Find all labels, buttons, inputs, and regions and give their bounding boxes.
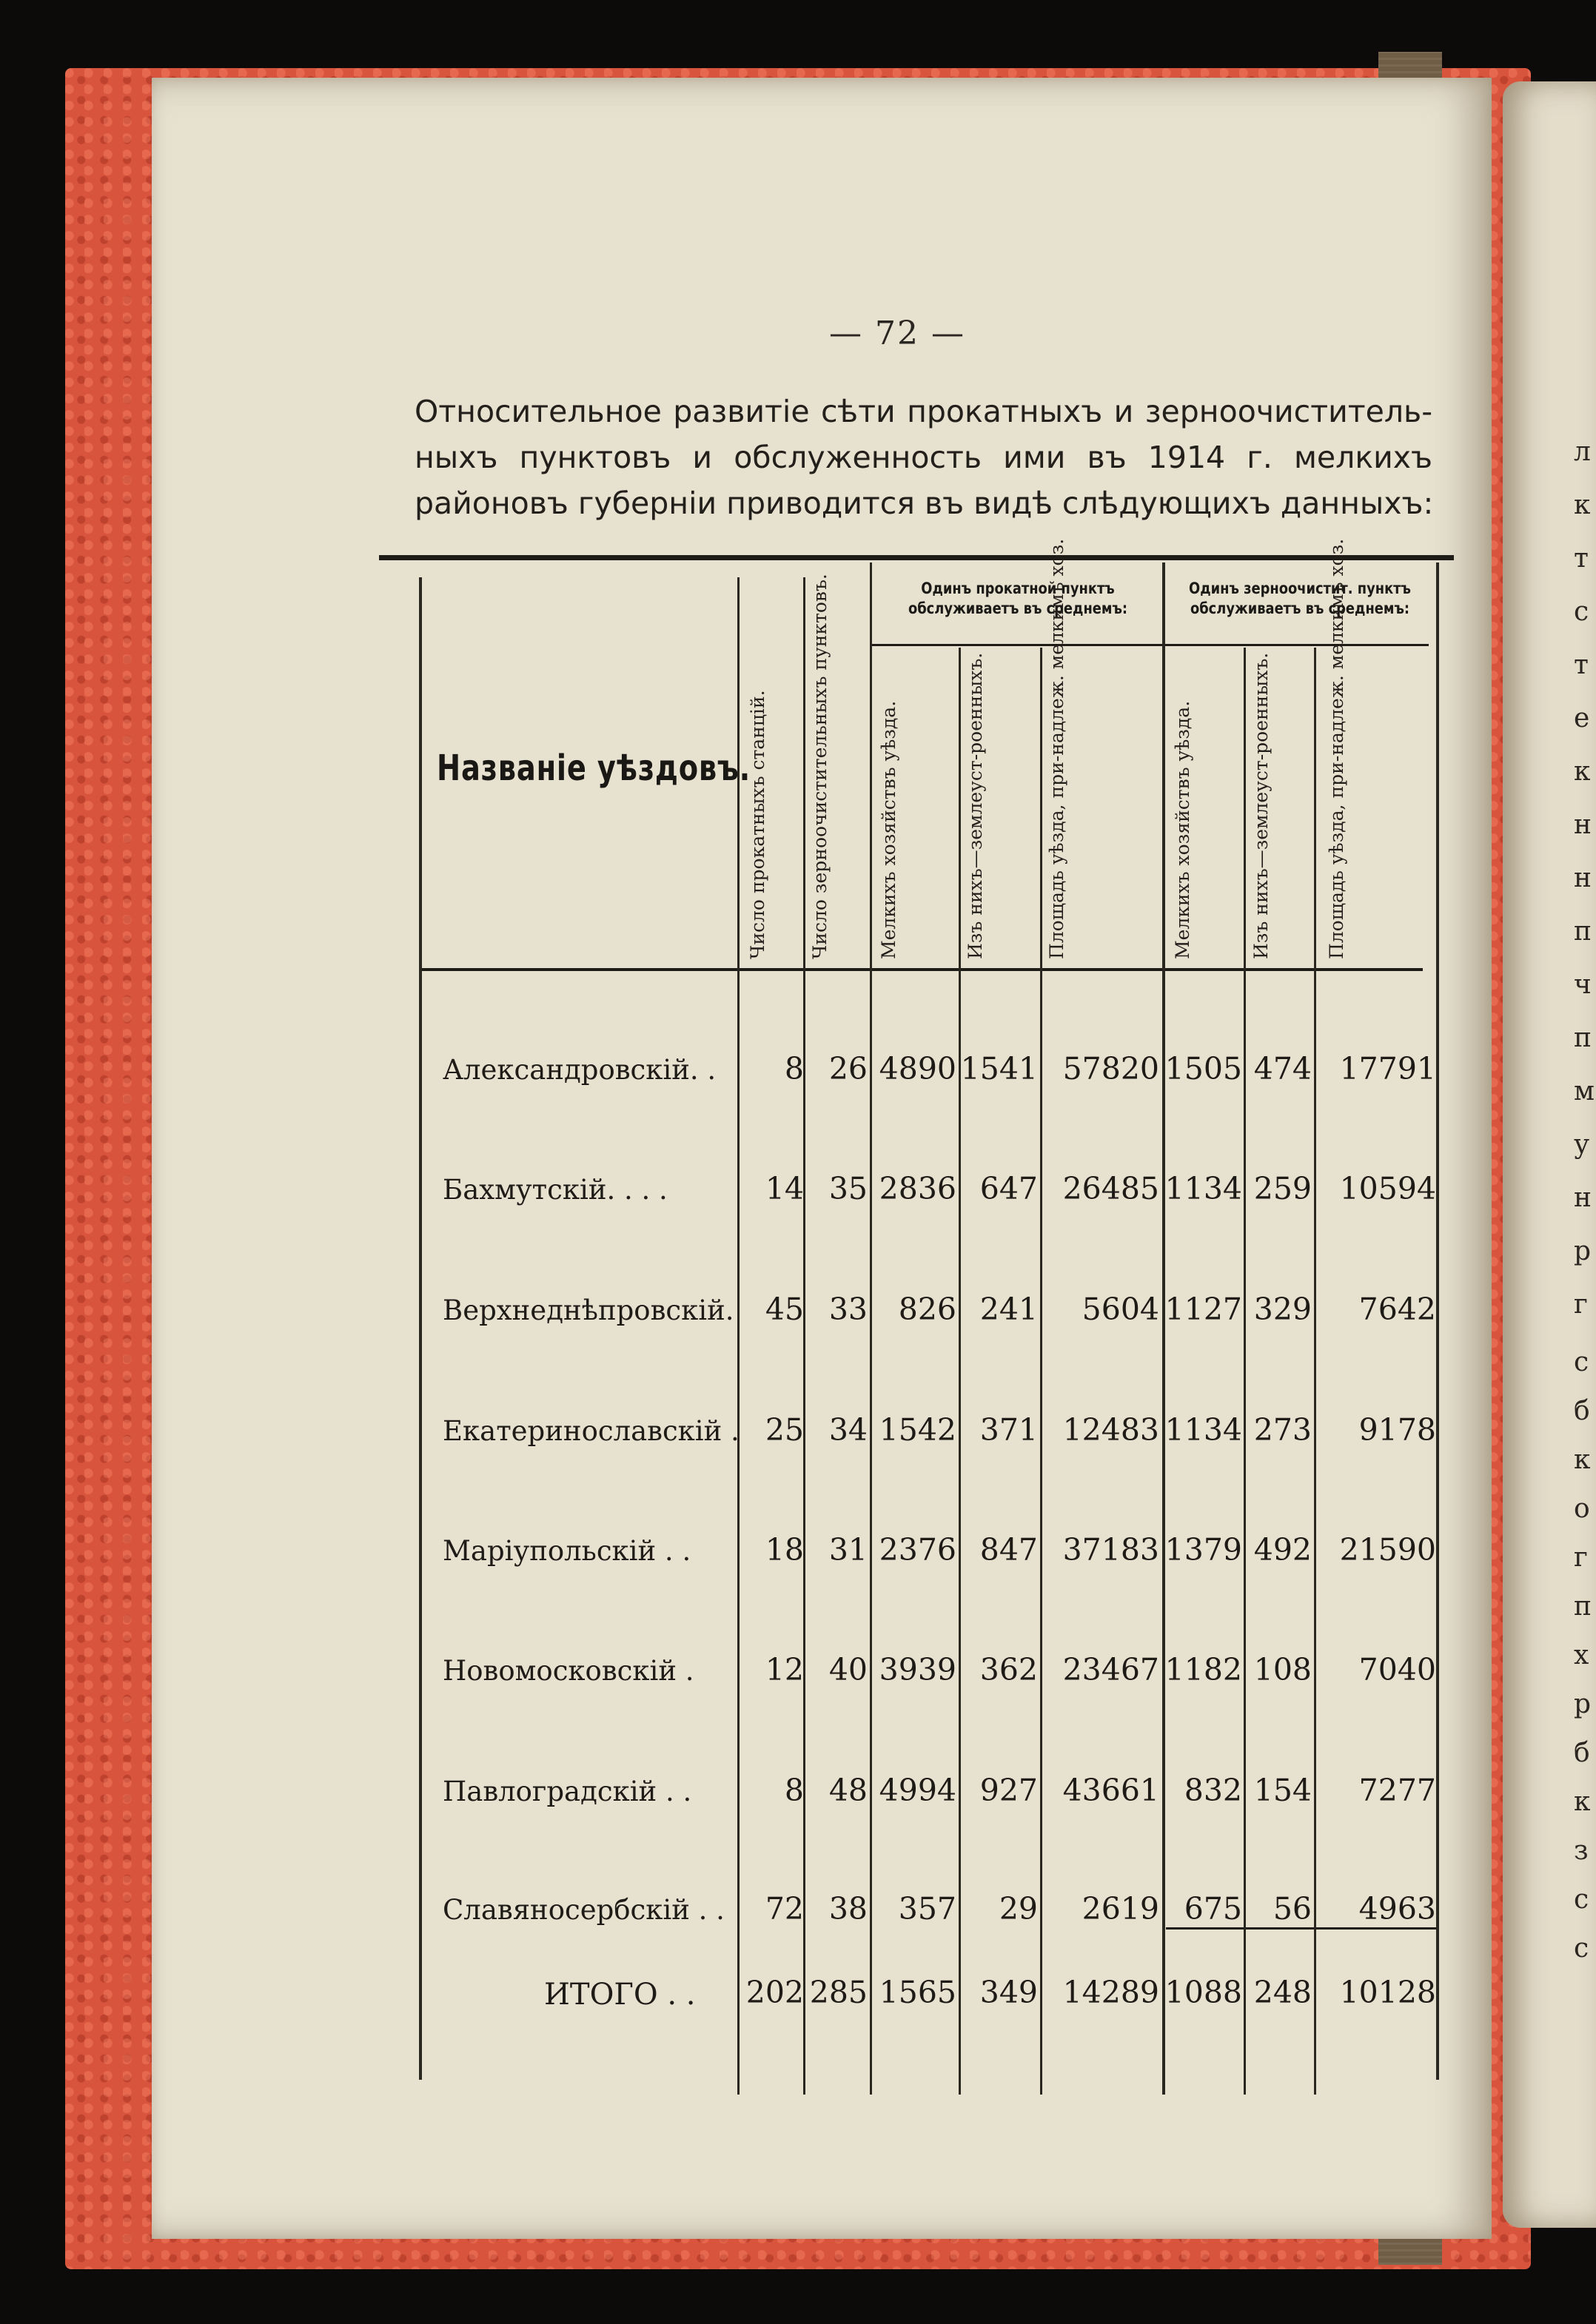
header-bottom-rule bbox=[422, 968, 1423, 971]
page-number: — 72 — bbox=[829, 315, 965, 352]
table-cell: 357 bbox=[898, 1891, 956, 1927]
table-cell: 25 bbox=[765, 1412, 804, 1448]
column-divider bbox=[1436, 562, 1439, 2080]
column-divider bbox=[1244, 648, 1246, 2095]
table-cell: 1127 bbox=[1164, 1292, 1242, 1327]
table-cell: 29 bbox=[999, 1891, 1038, 1927]
column-divider bbox=[959, 648, 961, 2095]
table-cell: 12483 bbox=[1062, 1412, 1159, 1448]
next-page-letter: к bbox=[1574, 1445, 1591, 1475]
table-cell: 241 bbox=[979, 1292, 1038, 1327]
table-cell: 154 bbox=[1253, 1773, 1312, 1808]
table-cell: 72 bbox=[765, 1891, 804, 1927]
table-cell: 21590 bbox=[1339, 1532, 1436, 1568]
table-cell: 202 bbox=[745, 1975, 804, 2010]
column-header-text: Число зерноочистительныхъ пунктовъ. bbox=[809, 574, 831, 959]
table-cell: 7642 bbox=[1358, 1292, 1436, 1327]
table-cell: 647 bbox=[979, 1171, 1038, 1206]
table-cell: 45 bbox=[765, 1292, 804, 1327]
column-header-text: Мелкихъ хозяйствъ уѣзда. bbox=[878, 700, 899, 959]
next-page-letter: п bbox=[1574, 1023, 1592, 1053]
table-cell: 2376 bbox=[879, 1532, 956, 1568]
table-cell: 492 bbox=[1253, 1532, 1312, 1568]
intro-line: ныхъ пунктовъ и обслуженность ими въ 1914 г. мелкихъ bbox=[415, 440, 1432, 475]
table-cell: 34 bbox=[828, 1412, 868, 1448]
table-cell: 17791 bbox=[1339, 1051, 1436, 1087]
district-name: Славяносербскій . . bbox=[443, 1894, 725, 1926]
table-cell: 259 bbox=[1253, 1171, 1312, 1206]
table-cell: 2836 bbox=[879, 1171, 956, 1206]
column-divider bbox=[419, 577, 422, 2080]
table-cell: 18 bbox=[765, 1532, 804, 1568]
table-cell: 8 bbox=[784, 1773, 804, 1808]
next-page-letter: к bbox=[1574, 756, 1591, 787]
table-cell: 1134 bbox=[1164, 1171, 1242, 1206]
column-header-text: Площадь уѣзда, при-надлеж. мелкимъ хоз. bbox=[1046, 538, 1067, 959]
table-cell: 248 bbox=[1253, 1975, 1312, 2010]
table-cell: 4994 bbox=[879, 1773, 956, 1808]
group-rental-underline bbox=[872, 644, 1162, 646]
table-cell: 4890 bbox=[879, 1051, 956, 1087]
next-page-letter: е bbox=[1574, 703, 1590, 733]
table-cell: 5604 bbox=[1082, 1292, 1159, 1327]
next-page-letter: н bbox=[1574, 810, 1592, 840]
table-cell: 23467 bbox=[1062, 1652, 1159, 1687]
table-cell: 1505 bbox=[1164, 1051, 1242, 1087]
next-page-letter: с bbox=[1574, 1884, 1589, 1915]
next-page-letter: т bbox=[1574, 650, 1589, 680]
next-page-letter: п bbox=[1574, 916, 1592, 947]
table-cell: 26 bbox=[828, 1051, 868, 1087]
next-page-letter: с bbox=[1574, 597, 1589, 627]
next-page-letter: л bbox=[1574, 437, 1591, 467]
table-cell: 40 bbox=[828, 1652, 868, 1687]
column-header-text: Площадь уѣзда, при-надлеж. мелкимъ хоз. bbox=[1326, 538, 1347, 959]
table-cell: 43661 bbox=[1062, 1773, 1159, 1808]
table-cell: 1182 bbox=[1164, 1652, 1242, 1687]
next-page-letter: б bbox=[1574, 1396, 1590, 1426]
next-page-letter: с bbox=[1574, 1933, 1589, 1964]
column-header-text: Изъ нихъ—землеуст-роенныхъ. bbox=[965, 652, 986, 959]
table-cell: 14 bbox=[765, 1171, 804, 1206]
table-cell: 33 bbox=[828, 1292, 868, 1327]
next-page-letter: т bbox=[1574, 543, 1589, 574]
total-label: ИТОГО . . bbox=[544, 1978, 696, 2012]
table-cell: 349 bbox=[979, 1975, 1038, 2010]
district-name: Павлоградскій . . bbox=[443, 1776, 692, 1807]
district-name: Маріупольскій . . bbox=[443, 1535, 691, 1567]
table-cell: 9178 bbox=[1358, 1412, 1436, 1448]
intro-line: Относительное развитіе сѣти прокатныхъ и зерноочиститель- bbox=[415, 394, 1432, 429]
table-cell: 57820 bbox=[1062, 1051, 1159, 1087]
table-cell: 1542 bbox=[879, 1412, 956, 1448]
table-cell: 108 bbox=[1253, 1652, 1312, 1687]
next-page-letter: н bbox=[1574, 1183, 1592, 1213]
table-cell: 26485 bbox=[1062, 1171, 1159, 1206]
table-cell: 10128 bbox=[1339, 1975, 1436, 2010]
column-divider bbox=[1314, 648, 1316, 2095]
next-page-letter: г bbox=[1574, 1289, 1588, 1320]
column-divider bbox=[1040, 648, 1042, 2095]
table-cell: 832 bbox=[1184, 1773, 1242, 1808]
next-page-letter: ч bbox=[1574, 970, 1592, 1000]
district-name: Александровскій. . bbox=[443, 1054, 717, 1086]
table-cell: 2619 bbox=[1082, 1891, 1159, 1927]
table-cell: 285 bbox=[809, 1975, 868, 2010]
table-cell: 675 bbox=[1184, 1891, 1242, 1927]
next-page-letter: б bbox=[1574, 1738, 1590, 1768]
intro-paragraph bbox=[415, 389, 1432, 526]
district-name: Екатеринославскій . bbox=[443, 1415, 740, 1447]
table-cell: 826 bbox=[898, 1292, 956, 1327]
table-cell: 1541 bbox=[960, 1051, 1038, 1087]
table-cell: 1379 bbox=[1164, 1532, 1242, 1568]
total-top-rule bbox=[1166, 1927, 1438, 1930]
table-cell: 38 bbox=[828, 1891, 868, 1927]
next-page-edge bbox=[1503, 81, 1596, 2228]
column-divider bbox=[1162, 562, 1165, 2095]
table-top-rule bbox=[379, 555, 1454, 560]
table-cell: 1134 bbox=[1164, 1412, 1242, 1448]
next-page-letter: н bbox=[1574, 863, 1592, 893]
group-header-rental: Одинъ прокатной пунктъ обслуживаетъ въ среднемъ: bbox=[908, 580, 1128, 617]
district-name: Бахмутскій. . . . bbox=[443, 1174, 668, 1206]
group-header-cleaning: Одинъ зерноочистит. пунктъ обслуживаетъ въ среднемъ: bbox=[1189, 580, 1411, 617]
next-page-letter: р bbox=[1574, 1689, 1592, 1719]
table-cell: 7277 bbox=[1358, 1773, 1436, 1808]
table-cell: 4963 bbox=[1358, 1891, 1436, 1927]
table-cell: 3939 bbox=[879, 1652, 956, 1687]
name-column-header: Названіе уѣздовъ. bbox=[437, 748, 751, 789]
column-header-text: Изъ нихъ—землеуст-роенныхъ. bbox=[1250, 652, 1272, 959]
table-cell: 474 bbox=[1253, 1051, 1312, 1087]
table-cell: 10594 bbox=[1339, 1171, 1436, 1206]
table-cell: 31 bbox=[828, 1532, 868, 1568]
next-page-letter: с bbox=[1574, 1347, 1589, 1377]
table-cell: 7040 bbox=[1358, 1652, 1436, 1687]
table-cell: 847 bbox=[979, 1532, 1038, 1568]
table-cell: 927 bbox=[979, 1773, 1038, 1808]
next-page-letter: м bbox=[1574, 1076, 1595, 1106]
table-cell: 56 bbox=[1273, 1891, 1312, 1927]
intro-line: районовъ губерніи приводится въ видѣ слѣдующихъ данныхъ: bbox=[415, 486, 1434, 521]
table-cell: 14289 bbox=[1062, 1975, 1159, 2010]
next-page-letter: р bbox=[1574, 1236, 1592, 1266]
next-page-letter: о bbox=[1574, 1494, 1590, 1524]
table-cell: 1088 bbox=[1164, 1975, 1242, 2010]
column-header-text: Число прокатныхъ станцій. bbox=[747, 690, 768, 959]
group-cleaning-underline bbox=[1164, 644, 1429, 646]
column-divider bbox=[870, 562, 872, 2095]
table-cell: 1565 bbox=[879, 1975, 956, 2010]
table-cell: 48 bbox=[828, 1773, 868, 1808]
column-divider bbox=[803, 577, 805, 2095]
district-name: Верхнеднѣпровскій. bbox=[443, 1294, 734, 1326]
next-page-letter: х bbox=[1574, 1640, 1589, 1670]
table-cell: 12 bbox=[765, 1652, 804, 1687]
table-cell: 37183 bbox=[1062, 1532, 1159, 1568]
next-page-letter: г bbox=[1574, 1542, 1588, 1573]
next-page-letter: к bbox=[1574, 1787, 1591, 1817]
table-cell: 8 bbox=[784, 1051, 804, 1087]
table-cell: 273 bbox=[1253, 1412, 1312, 1448]
next-page-letter: п bbox=[1574, 1591, 1592, 1622]
next-page-letter: у bbox=[1574, 1129, 1590, 1160]
table-cell: 371 bbox=[979, 1412, 1038, 1448]
next-page-letter: к bbox=[1574, 490, 1591, 520]
column-header-text: Мелкихъ хозяйствъ уѣзда. bbox=[1172, 700, 1193, 959]
district-name: Новомосковскій . bbox=[443, 1655, 694, 1687]
column-divider bbox=[737, 577, 740, 2095]
table-cell: 362 bbox=[979, 1652, 1038, 1687]
table-cell: 329 bbox=[1253, 1292, 1312, 1327]
next-page-letter: з bbox=[1574, 1836, 1589, 1866]
table-cell: 35 bbox=[828, 1171, 868, 1206]
